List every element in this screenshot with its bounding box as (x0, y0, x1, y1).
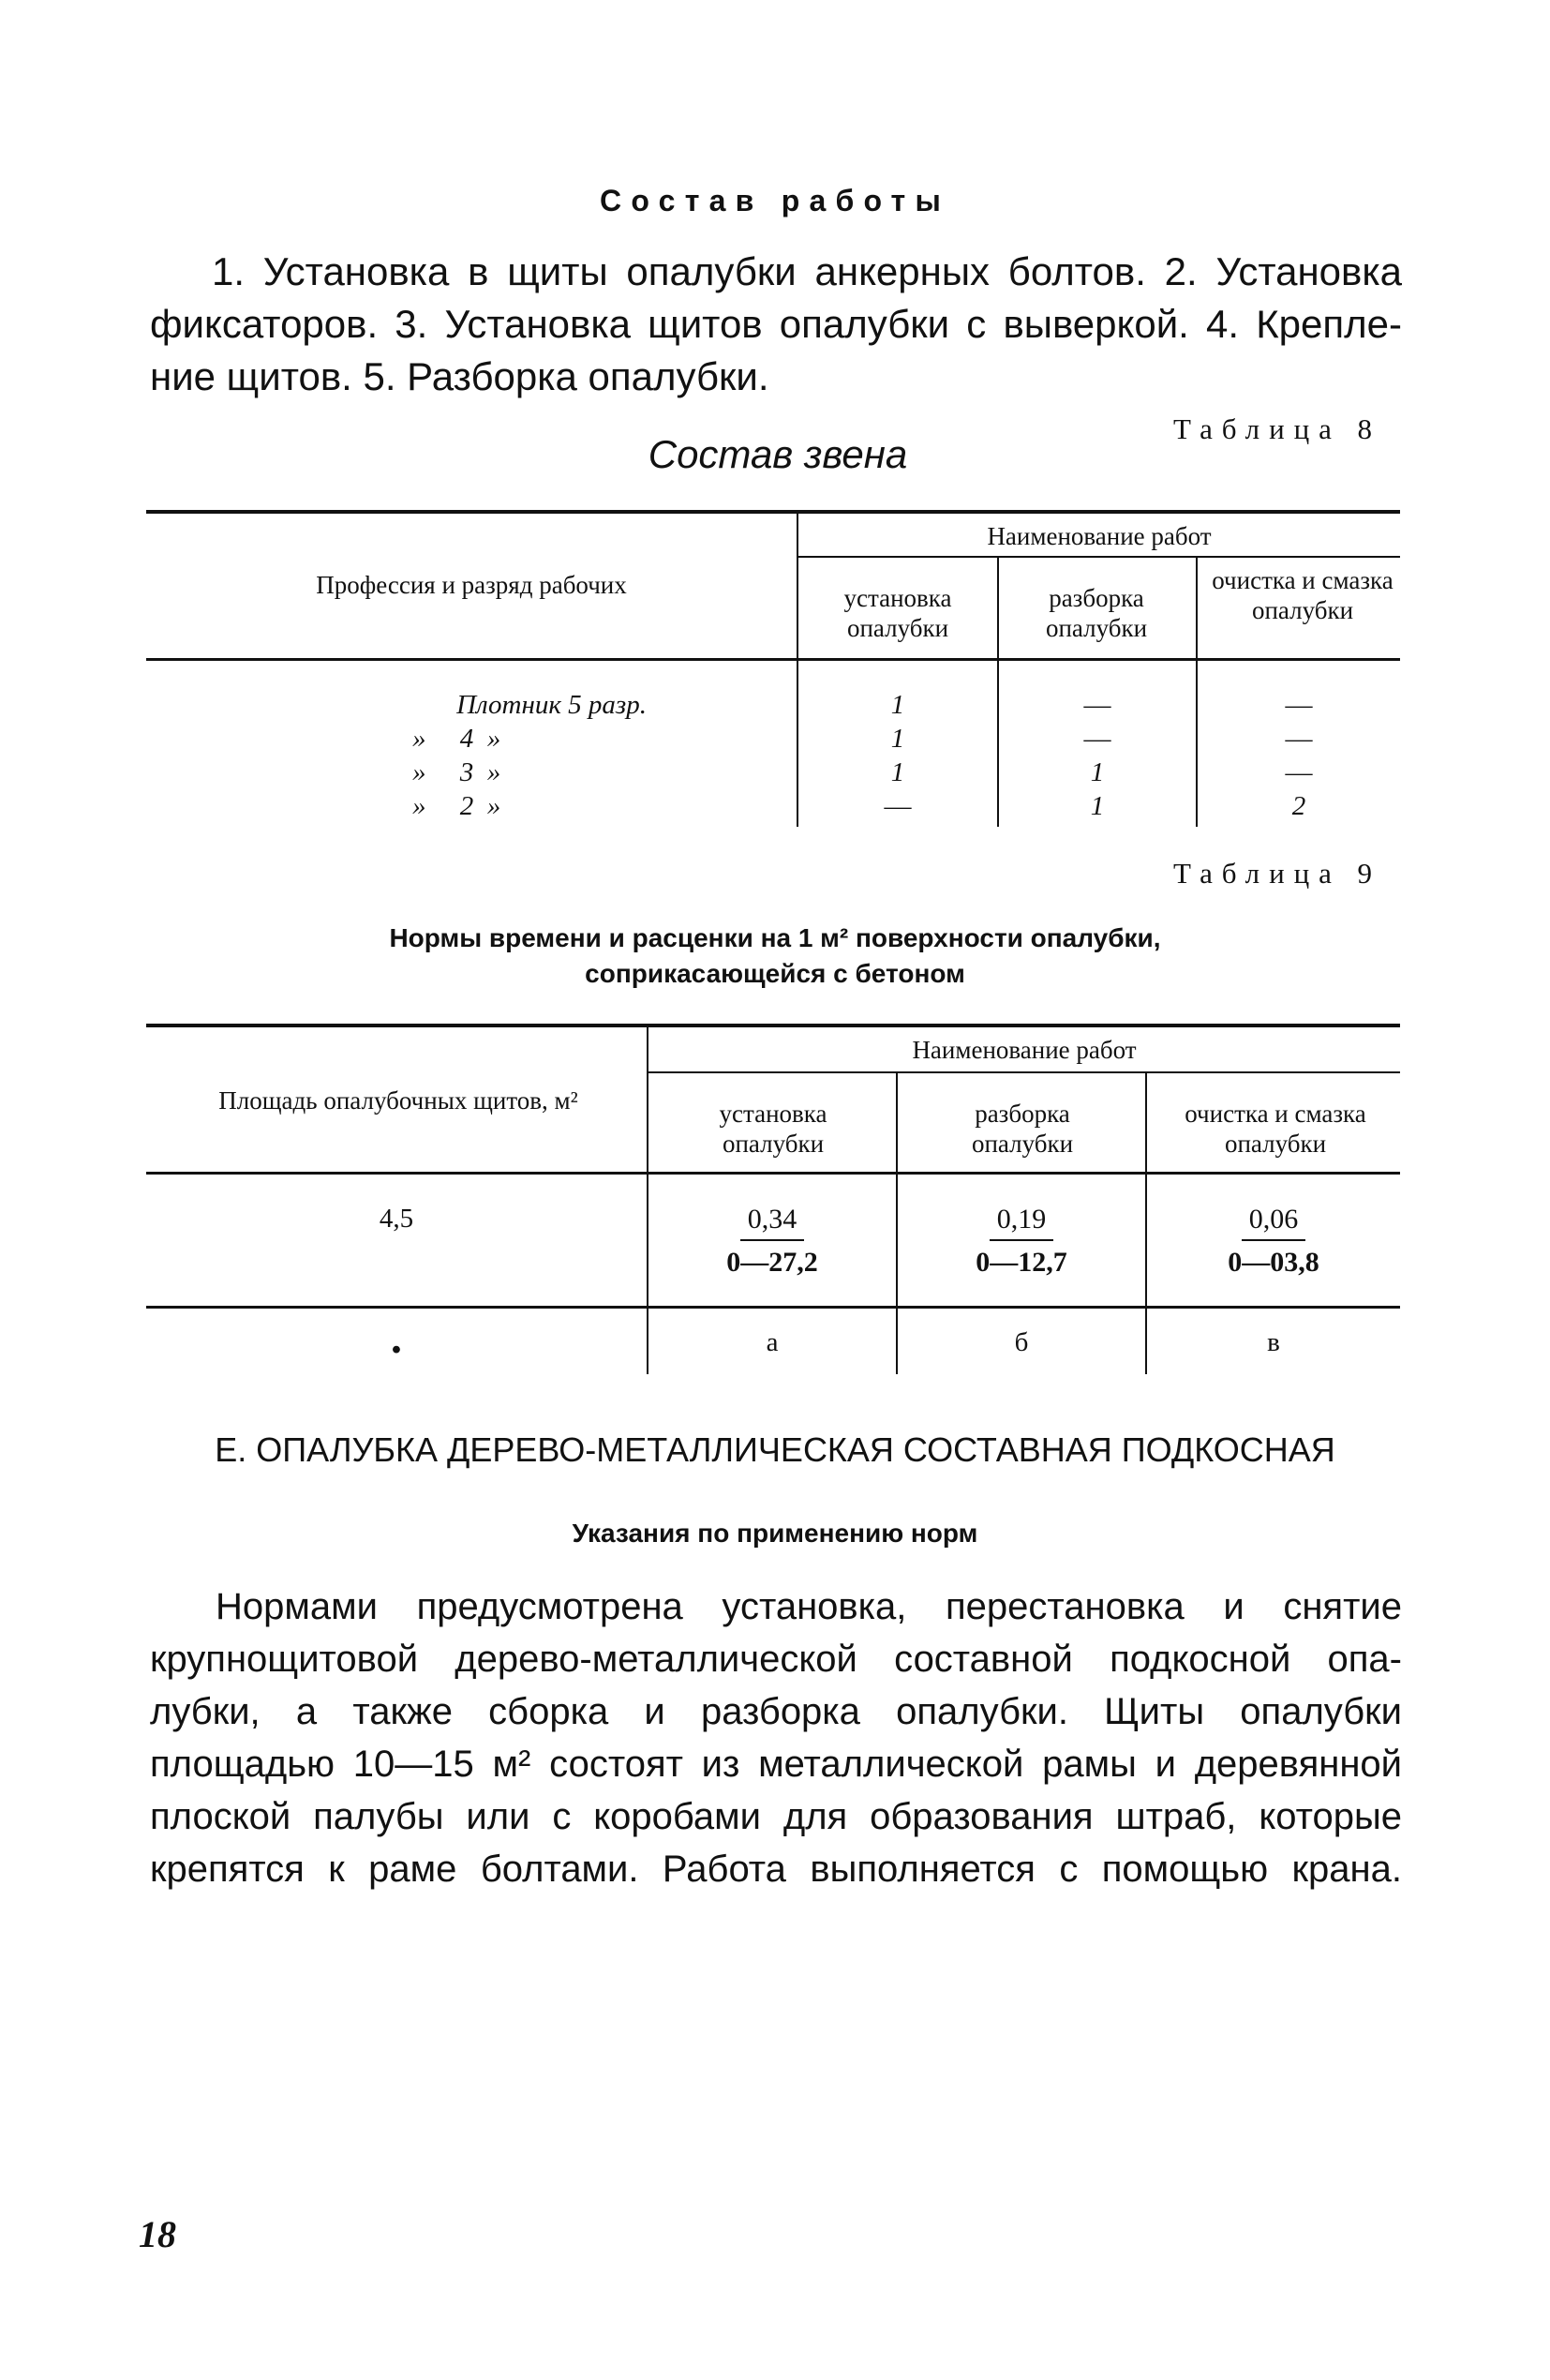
table9-row-area: 4,5 (379, 1204, 414, 1234)
table9-divider (647, 1025, 648, 1374)
rate-price: 0—12,7 (976, 1247, 1067, 1278)
table8-row-profession: » 2 » (412, 791, 501, 821)
table8-col-clean: очистка и смазка опалубки (1212, 566, 1394, 624)
table8-row-profession: » 3 » (412, 757, 501, 787)
section-e-subheading: Указания по применению норм (572, 1519, 978, 1548)
table9-col-dismantle: разборка опалубки (971, 1100, 1074, 1158)
table8-header-rule (146, 658, 1400, 661)
table9-cell-clean (1147, 1204, 1400, 1279)
table8-col-profession: Профессия и разряд рабочих (316, 571, 627, 599)
norm-time: 0,06 (1242, 1204, 1306, 1241)
text-line: плоской палубы или с коробами для образования штраб, которые (150, 1796, 1402, 1837)
work-composition-heading: Состав работы (599, 184, 951, 217)
rate-price: 0—27,2 (726, 1247, 818, 1278)
table9-footer-letter: в (1267, 1327, 1280, 1357)
table9-cell-dismantle (898, 1204, 1145, 1279)
table8-cell: — (1285, 757, 1313, 787)
table8-cell: — (1083, 690, 1111, 720)
section-e-heading: Е. ОПАЛУБКА ДЕРЕВО-МЕТАЛЛИЧЕСКАЯ СОСТАВНАЯ ПОДКОСНАЯ (215, 1430, 1335, 1469)
table8-cell: — (1285, 690, 1313, 720)
table8-cell: — (884, 791, 912, 821)
table8-col-dismantle: разборка опалубки (1045, 584, 1148, 642)
table8-cell: — (1285, 724, 1313, 754)
table8-row-profession: » 4 » (412, 724, 501, 754)
table9-group-rule (648, 1071, 1400, 1073)
page-number: 18 (139, 2213, 176, 2255)
table8-cell: 1 (890, 690, 905, 720)
text-line: фиксаторов. 3. Установка щитов опалубки с выверкой. 4. Крепле- (150, 302, 1402, 346)
norm-time: 0,34 (740, 1204, 805, 1241)
table9-top-rule (146, 1024, 1400, 1027)
table8-col-install: установка опалубки (843, 584, 952, 642)
table9-col-install: установка опалубки (719, 1100, 827, 1158)
table9-title-line: Нормы времени и расценки на 1 м² поверхности опалубки, (389, 923, 1161, 952)
text-line: лубки, а также сборка и разборка опалубки. Щиты опалубки (150, 1691, 1402, 1732)
table9-col-area: Площадь опалубочных щитов, м² (218, 1086, 578, 1115)
text-line: крепятся к раме болтами. Работа выполняется с помощью крана. (150, 1849, 1402, 1890)
rate-price: 0—03,8 (1228, 1247, 1319, 1278)
text-line: площадью 10—15 м² состоят из металлической рамы и деревянной (150, 1744, 1402, 1785)
table9-cell-install (648, 1204, 896, 1279)
table9-col-clean: очистка и смазка опалубки (1185, 1100, 1366, 1158)
table8-cell: 1 (890, 724, 905, 754)
table8-label: Таблица 8 (1173, 412, 1381, 445)
table9-footer-letter: а (766, 1327, 779, 1357)
table9-col-group: Наименование работ (912, 1036, 1137, 1064)
text-line: 1. Установка в щиты опалубки анкерных болтов. 2. Установка (212, 249, 1402, 293)
table9-title-line: соприкасающейся с бетоном (585, 959, 965, 988)
table9-row-rule (146, 1306, 1400, 1309)
table8-top-rule (146, 510, 1400, 514)
text-line: крупнощитовой дерево-металлической составной подкосной опа- (150, 1639, 1402, 1680)
table8-col-group: Наименование работ (987, 522, 1212, 550)
table8-cell: 1 (1090, 757, 1105, 787)
table8-title: Состав звена (648, 432, 908, 476)
table9-header-rule (146, 1172, 1400, 1175)
table8-cell: 1 (1090, 791, 1105, 821)
text-line: ние щитов. 5. Разборка опалубки. (150, 354, 769, 398)
table8-row-profession: Плотник 5 разр. (456, 690, 647, 720)
table8-cell: — (1083, 724, 1111, 754)
work-composition-text (150, 246, 1402, 403)
table8-cell: 1 (890, 757, 905, 787)
section-e-text (150, 1580, 1402, 1895)
table8-group-rule (798, 556, 1400, 558)
norm-time: 0,19 (990, 1204, 1054, 1241)
table9-title (0, 921, 1550, 992)
table9-footer-letter: б (1014, 1327, 1029, 1357)
table9-label: Таблица 9 (1173, 857, 1381, 890)
table9-footer-mark: • (391, 1335, 402, 1365)
text-line: Нормами предусмотрена установка, перестановка и снятие (216, 1586, 1402, 1627)
table8-cell: 2 (1291, 791, 1306, 821)
